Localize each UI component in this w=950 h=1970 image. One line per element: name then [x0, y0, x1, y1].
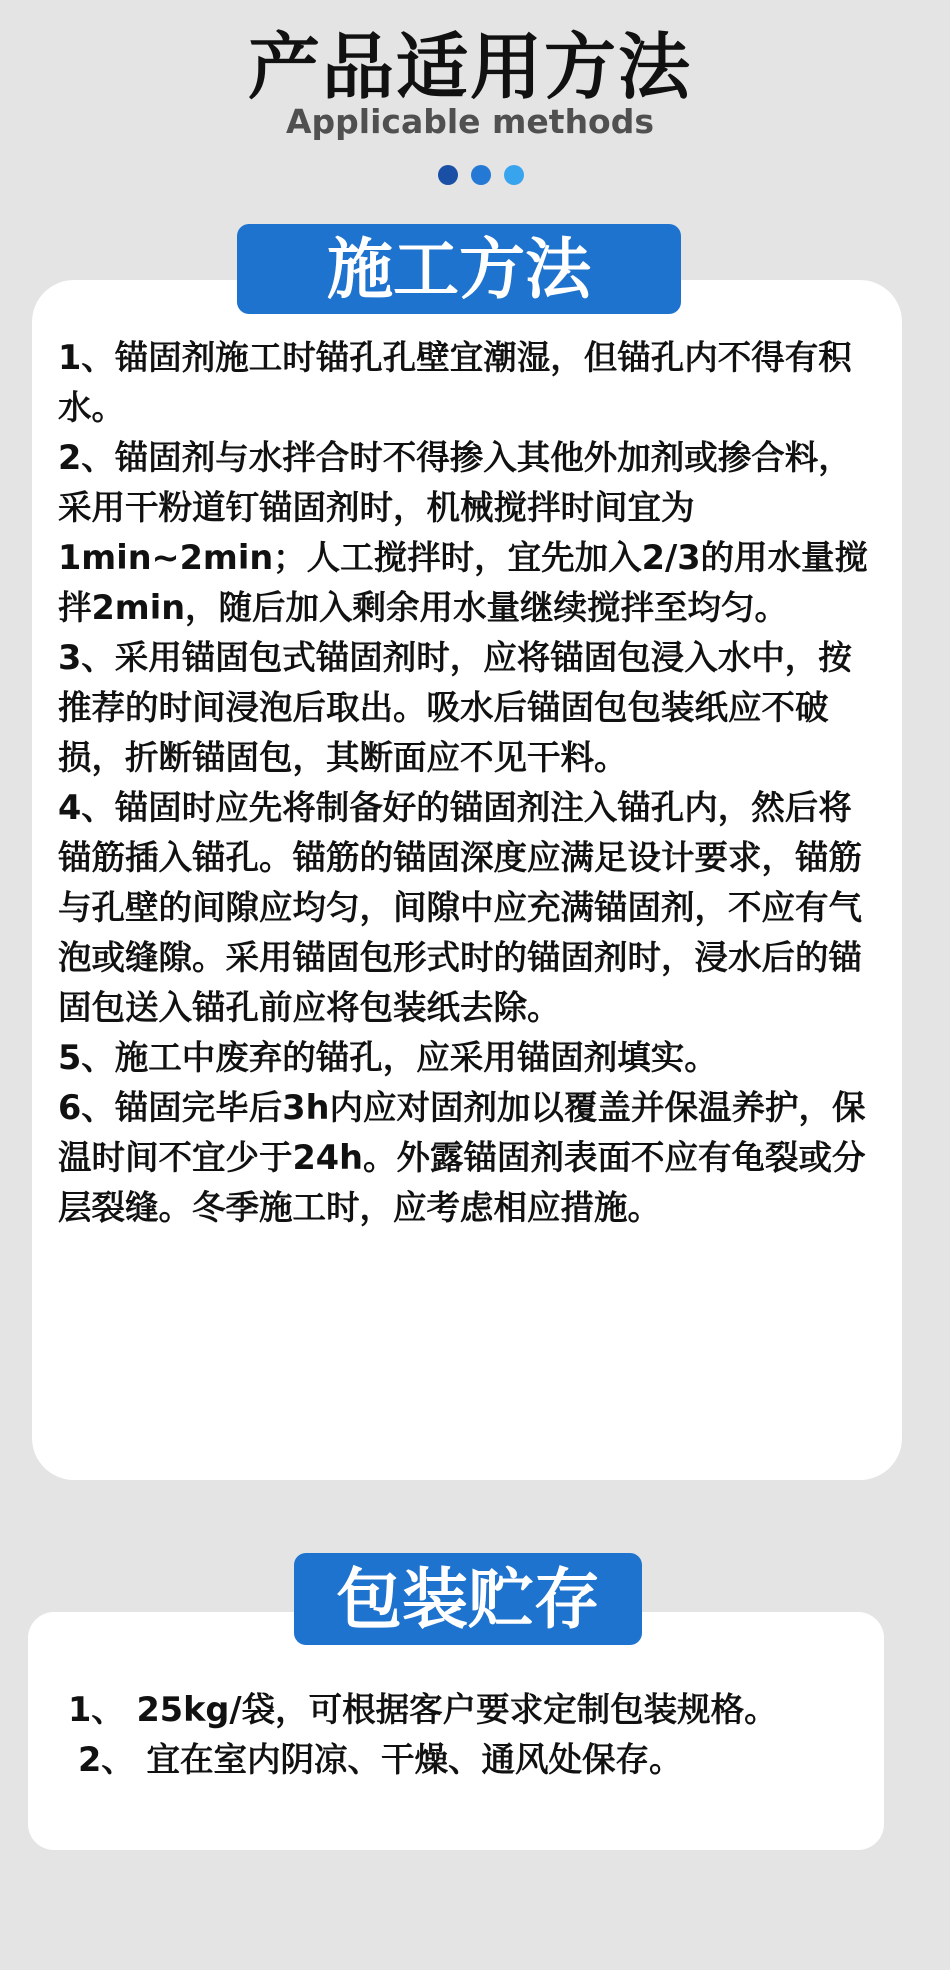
storage-heading: 包装贮存 — [294, 1553, 642, 1645]
dot-3 — [504, 165, 524, 185]
dot-1 — [438, 165, 458, 185]
page-subtitle: Applicable methods — [285, 102, 654, 141]
method-item-5: 5、施工中废弃的锚孔，应采用锚固剂填实。 — [58, 1038, 718, 1077]
method-item-3: 3、采用锚固包式锚固剂时，应将锚固包浸入水中，按推荐的时间浸泡后取出。吸水后锚固包包装纸应不破损，折断锚固包，其断面应不见干料。 — [58, 638, 852, 777]
dot-2 — [471, 165, 491, 185]
method-item-2: 2、锚固剂与水拌合时不得掺入其他外加剂或掺合料，采用干粉道钉锚固剂时，机械搅拌时间宜为1min~2min；人工搅拌时，宜先加入2/3的用水量搅拌2min，随后加入剩余用水量继续搅拌至均匀。 — [58, 438, 869, 627]
method-item-4: 4、锚固时应先将制备好的锚固剂注入锚孔内，然后将锚筋插入锚孔。锚筋的锚固深度应满足设计要求，锚筋与孔壁的间隙应均匀，间隙中应充满锚固剂，不应有气泡或缝隙。采用锚固包形式时的锚固剂时，浸水后的锚固包送入锚孔前应将包装纸去除。 — [58, 788, 862, 1027]
method-item-1: 1、锚固剂施工时锚孔孔壁宜潮湿，但锚孔内不得有积水。 — [58, 338, 852, 427]
methods-heading: 施工方法 — [237, 224, 681, 314]
storage-list — [68, 1685, 868, 1785]
storage-item-2: 2、 宜在室内阴凉、干燥、通风处保存。 — [78, 1740, 683, 1779]
method-item-6: 6、锚固完毕后3h内应对固剂加以覆盖并保温养护，保温时间不宜少于24h。外露锚固剂表面不应有龟裂或分层裂缝。冬季施工时，应考虑相应措施。 — [58, 1088, 866, 1227]
decorative-dots — [438, 165, 524, 185]
page-title: 产品适用方法 — [247, 25, 692, 109]
methods-list — [58, 333, 878, 1233]
storage-item-1: 1、 25kg/袋，可根据客户要求定制包装规格。 — [68, 1690, 778, 1729]
